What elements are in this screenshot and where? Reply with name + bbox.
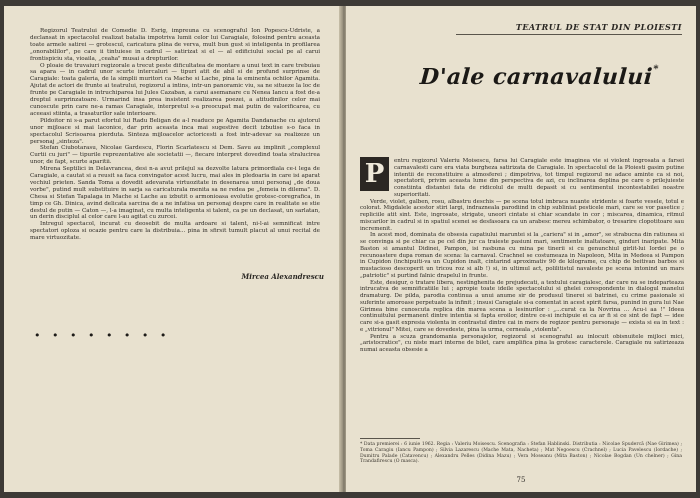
drop-cap: P — [364, 159, 385, 189]
decorative-dots: • • • • • • • • — [34, 329, 171, 342]
paragraph: Pildoitor ni s-a parut efortul lui Radu Beligan de a-l readuce pe Agamita Dandanache cu ajutorul unor mijloace si mai laconice, dar prin aceasta inca mai sugestive decit izbutise s-o faca in spectacolul Scrisoarea pierduta. Sinteza mijloacelor actoricesti a fost intr-adevar sa realizeze un personaj „sinteza". — [30, 117, 320, 145]
paragraph: Intregul spectacol, incurat cu deosebit de multa ardoare si talent, ni-l-ai semnificat intre spectatori oploza si ocazie pentru care la distribuia... pina in sfirsit tumult placut al unui recital de mare virtuozitate. — [30, 221, 320, 242]
right-article-body — [360, 158, 684, 354]
article-title — [419, 64, 671, 90]
article-title-text: D'ale carnavalului — [419, 64, 654, 90]
paragraph: Stefan Ciubotarasu, Nicolae Gardescu, Florin Scarlatescu si Dem. Savu au implinit „complexul Curtii cu juri" — tipurile reprezentative ale societatii —, fiecare interpret dovedind toata stralucirea unor, de fapt, scurte aparitii. — [30, 145, 320, 166]
paragraph: Verde, violet, galben, rosu, albastru deschis — pe scena totul imbraca nuante stridente si foarte vesele, totul e colorat. Migdalele acestor stiri largi, indrazneala parodiind in chip subliniat pesticele mari, care se vor pasetice ; repliciile atit sint. Este, ingrosate, strigate, uneori cintate si chiar scandate in cor ; miscarea, dinamica, ritmul miscarilor in cadrul si in spatiul scenei se desfasoara ca un arabesc mereu schimbator, o tresarire clopotitoare sau incremenit. — [360, 198, 684, 232]
paragraph: In acest mod, dominata de obsesia capatiului maruntei si la „cariera" si in „amor", se strabucna din ratiunea si se convinga si pe chiar ca pe cel din jur ca traieste pasiuni mari, sentimente inaltatoare, ginduri inaripate. Mita Baston si amantul Didinei, Pampon, isi rasbuna cu mina pe tinerii si cu genunchiul girlit-lui Iordei pe o recunoastere dupa roman de scena: la carnaval. Crachnel se costumeaza in Napoleon, Mita in Medeea si Pampon in Cupidon (inchipuiti-va un Cupidon inalt, cintarind aproximativ 90 de kilograme, cu chip de beitivan barbos si mustacioso descoperit un tricou roz si alb !) si, in ultimul act, polilitistul navaleste pe scena intonind un mars „patriotic" si purtind falnic drapelul in frunte. — [360, 232, 684, 279]
left-page — [4, 6, 343, 492]
section-header: TEATRUL DE STAT DIN PLOIESTI — [515, 22, 682, 32]
right-page — [346, 6, 696, 492]
author-signature: Mircea Alexandrescu — [241, 272, 324, 281]
drop-cap-box — [360, 157, 389, 191]
footnote-rule — [360, 438, 420, 439]
title-footnote-mark: * — [652, 64, 660, 75]
paragraph: Mirena Septilici in Delavrancea, desi n-a avut prilejul sa dezvolte latura primordiala ce-i lega de Caragiale, a cautat si a reusit sa faca convingator acest lucru, mai ales in pledoaria in care isi aparat vechiul prieten. Sanda Toma a dovedit adevarata virtuozitate in desenarea unui personaj „de doua vorbe", putind mult substituire in sarja sa caricaturala menita sa ne redea pe „femeia in dilema". D. Chesa si Stefan Tapalaga in Mache si Lache au izbutit o armonioasa evolutie grotesc-coregrafica, in timp ce Gh. Dinica, avind delicata sarcina de a ne infatisa un personaj despre care in realitate se stie destul de putin — Caton —, l-a imaginat, cu multa inteligenta si talent, ca pe un declasat, un sarlatan, un derin disciplul al celor care l-au agitat cu zurcei. — [30, 166, 320, 221]
header-rule — [456, 34, 682, 35]
page-number: 75 — [516, 476, 526, 484]
paragraph: Pentru a scuza grandomania personajelor, regizorul si scenograful au inlocuit obisnuitele mijloci mici, „aristocratice", cu niste mari interne de bilet, care amplifica pina la grotesc caracterele. Caragiale nu satirizeaza numai aceasta obsesie a — [360, 333, 684, 353]
paragraph: Este, desigur, o tratare libera, nestinghenita de prejudecati, a textului caragialesc, dar care nu se indeparteaza intrucatva de semnificatiile lui ; apropie toate ideile spectacolului si ghelei corespondente in dialogul manelui dramaturg. De pilda, parodia continua a unui anume sir de produsul tinerei si batrinei, cu crime pasionale si suferinte amoroase perpetuate la infinit ; insusi Caragiale si-a comentat in acest spirit farsa, punind in gura lui Nae Girimea bine cunoscuta replica din marea scena a lesinurilor : „...curat ca la Novrina ... Acu-i aa !" Ideea continuitului permanent dintre intentia si fapta eroilor, dintre ce-si inchipuie ei ca ar fi si ce sint de fapt — idee care si-a gasit expresia violenta in contrastul dintre cai in mers de regizor pentru personaje — exista si ea in text : e „vitrionul" Mitei, care se dovedeste, pina la urma, cerneala „violenta". — [360, 279, 684, 333]
paragraph: Regizorul Teatrului de Comedie D. Esrig, impreuna cu scenograful Ion Popescu-Udriste, a declansat in spectacolul realizat batalia impotriva lumii celor lui Caragiale, folosind pentru aceasta toate armele satirei — grotescul, caricatura plina de verva, mult bun gust si inteligenta in profilarea „onorabililor", pe care ii tintuiese in cadrul — satirizat si el — al edificiului social pe al carui frontispiciu sta, vioaila, „ceaha" musai a drepturilor. — [30, 28, 320, 62]
left-article-body — [30, 28, 320, 242]
lead-paragraph: entru regizorul Valeriu Moisescu, farsa lui Caragiale este imaginea vie si violent ingrosata a farsei carnavalesti care era viata burgheza satirizata de Caragiale. In spectacolul de la Ploiesti gasim putine intentii de reconstituire a atmosferei ; dimpotriva, tot timpul regizorul ne adace aminte ca si noi, spectatorii, privim aceasta lume din perspectiva de azi, cu inclinarea deplina pe care o prilejuieste constiinta distantei fata de ridicolul de multi depasit si cu sentimentul incontestabilei noastre superioritati. — [394, 158, 684, 198]
paragraph: O ploaie de truvaiuri regizorale a trecut peste dificultatea de montare a unui text in care trebuiau sa apara — in cadrul unor scurte intercaluri — tipuri atit de abil si de profund surprinse de Caragiale: toata galeria, de la simplii muritori ca Mache si Lache, pina la eminenta ochilor Agamita. Ajutat de actori de frunte ai teatrului, regizorul a intins, intr-un panoramic viu, sa ne situeze la loc de frunte pe Caragiale in intruchiparea lui Jules Cazaban, a carui asemanare cu Nenea Iancu a fost de-a dreptul surprinzatoare. Urmarind insa prea insistent realizarea poezei, a atitudinilor celor mai cunoscute prin care ne-a ramas Caragiale, interpretul s-a preocupat mai putin de valorificarea, cu aceeasi stiinta, a trasaturilor sale interioare. — [30, 62, 320, 117]
footnote: * Data premierei : 6 iunie 1962. Regia : Valeriu Moisescu. Scenografia : Stefan Hablinski. Distributia : Nicolae Spudercă (Nae Girimea) ; Toma Caragiu (Iancu Pampon) ; Silvia Lazarescu (Mache Mata, Nacheta) ; Mat Negoescu (Crachnel) ; Lucia Pavelescu (Iordache) ; Dumitru Palade (Catavencu) ; Alexandru Pelles (Didina Mazu) ; Vera Moseanu (Mita Baston) ; Nicolae Bogdan (Un chelner) ; Gina Trandafirescu (O masca). — [360, 442, 682, 465]
